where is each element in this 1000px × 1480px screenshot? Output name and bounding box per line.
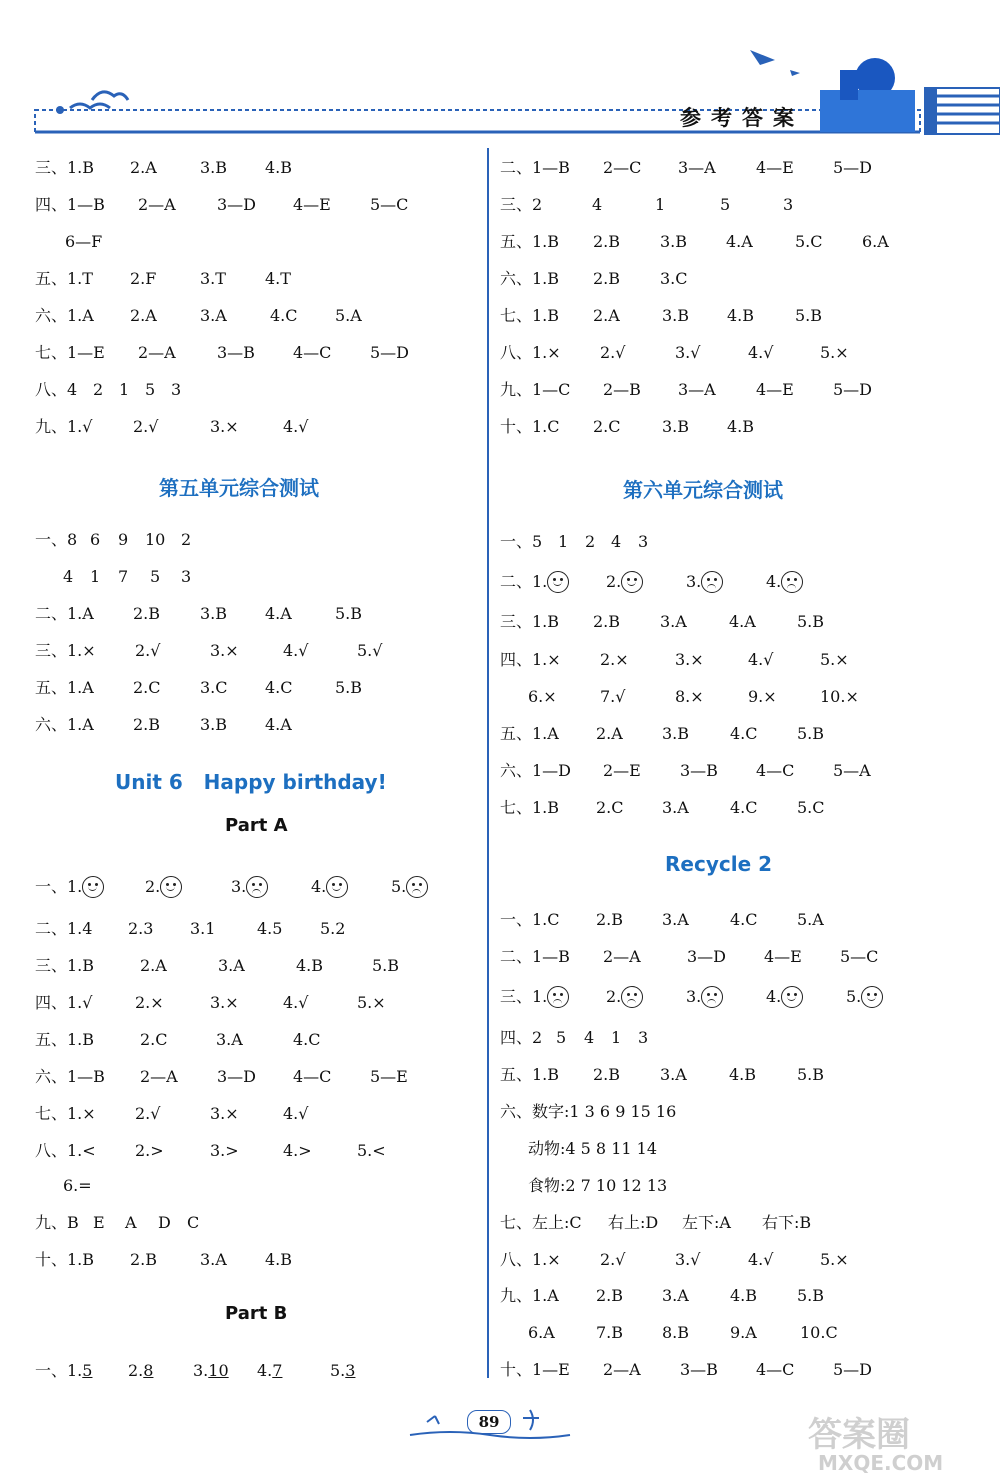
answer-item: 3 — [638, 1028, 649, 1047]
answer-item: 3 — [783, 195, 794, 214]
answer-item: 2. — [606, 572, 622, 591]
answer-item: 食物:2 7 10 12 13 — [528, 1176, 668, 1195]
answer-item: 六、1—D — [500, 761, 572, 780]
pinwheel-icon — [523, 1410, 539, 1430]
answer-item: 4.5 — [257, 919, 283, 938]
answer-item: 二、1—B — [500, 158, 570, 177]
answer-item: 5.2 — [320, 919, 346, 938]
answer-item: 4.√ — [283, 417, 309, 436]
answer-item: 5.B — [335, 604, 363, 623]
answer-item: 3.A — [660, 1065, 687, 1084]
answer-item: 5—D — [833, 158, 873, 177]
answer-item: 5 — [82, 1361, 93, 1380]
answer-item: 3.A — [200, 1250, 227, 1269]
answer-item: 二、1.4 — [35, 919, 93, 938]
answer-item: 2.F — [130, 269, 157, 288]
answer-item: 4.C — [265, 678, 293, 697]
answer-item: 二、1.A — [35, 604, 94, 623]
answer-item: 8 — [143, 1361, 154, 1380]
answer-item: 2—A — [603, 1360, 641, 1379]
answer-item: 十、1.B — [35, 1250, 95, 1269]
answer-item: 9.A — [730, 1323, 757, 1342]
answer-item: 2.B — [130, 1250, 158, 1269]
header-title: 参考答案 — [680, 106, 804, 130]
answer-item: 五、1.B — [35, 1030, 95, 1049]
answer-item: 4.B — [265, 1250, 293, 1269]
answer-item: 4.B — [296, 956, 324, 975]
section-title: Recycle 2 — [665, 852, 773, 876]
answer-item: 5.A — [797, 910, 824, 929]
answer-item: 8.× — [675, 687, 704, 706]
answer-item: 2—A — [138, 195, 176, 214]
answer-item: 2.C — [140, 1030, 168, 1049]
answer-item: 三、1. — [500, 987, 548, 1006]
answer-item: 2 — [93, 380, 104, 399]
answer-item: 4.> — [283, 1141, 312, 1160]
bird-icon — [70, 104, 110, 108]
answer-item: 四、1.√ — [35, 993, 93, 1012]
answer-item: 5.× — [357, 993, 386, 1012]
answer-item: 3 — [638, 532, 649, 551]
answer-item: 7 — [118, 567, 129, 586]
answer-item: 4.√ — [748, 343, 774, 362]
answer-item: 3 — [345, 1361, 356, 1380]
svg-text:答案圈: 答案圈 — [808, 1415, 910, 1455]
answer-item: 5.C — [795, 232, 823, 251]
answer-item: 5—C — [840, 947, 879, 966]
sad-face-icon — [701, 986, 723, 1008]
answer-item: 2—B — [603, 380, 641, 399]
answer-item: 4 — [611, 532, 622, 551]
answer-item: 3.× — [210, 1104, 239, 1123]
answer-item: 5.A — [335, 306, 362, 325]
answer-item: 3—A — [678, 380, 716, 399]
answer-item: 3.× — [210, 993, 239, 1012]
sad-face-icon — [781, 571, 803, 593]
answer-item: 四、2 — [500, 1028, 543, 1047]
answer-item: E — [93, 1213, 105, 1232]
smiley-face-icon — [82, 876, 104, 898]
answer-item: 7.√ — [600, 687, 626, 706]
answer-item: 三、2 — [500, 195, 543, 214]
answer-item: 1 — [611, 1028, 622, 1047]
answer-item: 4.√ — [283, 993, 309, 1012]
smiley-face-icon — [781, 986, 803, 1008]
answer-item: 1 — [558, 532, 569, 551]
page-header — [0, 0, 1000, 150]
answer-item: 九、1.√ — [35, 417, 93, 436]
answer-item: 2.× — [135, 993, 164, 1012]
answer-item: 4.B — [729, 1065, 757, 1084]
answer-item: 5.× — [820, 1250, 849, 1269]
answer-item: 4. — [311, 877, 327, 896]
answer-item: 七、1.B — [500, 306, 560, 325]
answer-item: 3.× — [210, 417, 239, 436]
answer-item: 4.B — [265, 158, 293, 177]
answer-item: 2.B — [593, 1065, 621, 1084]
answer-item: 六、1.B — [500, 269, 560, 288]
answer-item: 八、1.< — [35, 1141, 96, 1160]
answer-item: 6.= — [63, 1176, 92, 1195]
answer-item: 8.B — [662, 1323, 690, 1342]
answer-item: 3—D — [687, 947, 727, 966]
answer-item: 四、1.× — [500, 650, 561, 669]
answer-item: 5.B — [795, 306, 823, 325]
answer-item: 3—B — [680, 761, 718, 780]
answer-item: 2.C — [596, 798, 624, 817]
answer-item: 2. — [145, 877, 161, 896]
section-subtitle: Part B — [225, 1303, 288, 1324]
answer-item: 2.A — [140, 956, 167, 975]
answer-item: 5.× — [820, 650, 849, 669]
answer-item: 二、1—B — [500, 947, 570, 966]
answer-item: 三、1.B — [500, 612, 560, 631]
answer-item: 5—E — [370, 1067, 408, 1086]
answer-item: 4—C — [756, 761, 795, 780]
answer-item: 2.B — [593, 612, 621, 631]
answer-item: 5. — [330, 1361, 346, 1380]
answer-item: 5.√ — [357, 641, 383, 660]
answer-item: 6.A — [862, 232, 889, 251]
answer-item: 3.T — [200, 269, 226, 288]
answer-item: 5.B — [797, 1065, 825, 1084]
answer-item: 右上:D — [608, 1213, 659, 1232]
answer-item: 七、1—E — [35, 343, 105, 362]
answer-item: 6.A — [528, 1323, 555, 1342]
answer-item: 5.< — [357, 1141, 386, 1160]
answer-item: 5 — [150, 567, 161, 586]
section-title: 第六单元综合测试 — [623, 478, 783, 502]
answer-item: 2.C — [593, 417, 621, 436]
answer-item: 1 — [90, 567, 101, 586]
answer-item: 七、1.B — [500, 798, 560, 817]
answer-item: 九、B — [35, 1213, 79, 1232]
answer-item: 4. — [257, 1361, 273, 1380]
answer-item: 3.B — [660, 232, 688, 251]
answer-item: 3.B — [662, 306, 690, 325]
answer-item: 4.A — [265, 715, 292, 734]
answer-item: 3.C — [660, 269, 688, 288]
answer-item: 一、8 — [35, 530, 78, 549]
answer-item: 一、1. — [35, 877, 83, 896]
answer-item: 9 — [118, 530, 129, 549]
answer-item: 七、1.× — [35, 1104, 96, 1123]
answer-item: 2—E — [603, 761, 641, 780]
answer-item: 10.C — [800, 1323, 838, 1342]
answer-item: 2.C — [133, 678, 161, 697]
answer-item: 3—B — [217, 343, 255, 362]
answer-item: 3.1 — [190, 919, 216, 938]
sad-face-icon — [701, 571, 723, 593]
answer-item: 3.B — [200, 604, 228, 623]
answer-item: 3. — [686, 572, 702, 591]
answer-item: 5.C — [797, 798, 825, 817]
answer-item: 3 — [181, 567, 192, 586]
answer-item: 2.√ — [135, 1104, 161, 1123]
answer-item: 4.√ — [748, 650, 774, 669]
answer-item: 9.× — [748, 687, 777, 706]
answer-item: 4.C — [730, 724, 758, 743]
answer-item: 2.× — [600, 650, 629, 669]
svg-text:MXQE.COM: MXQE.COM — [818, 1451, 944, 1473]
answer-item: 四、1—B — [35, 195, 105, 214]
answer-item: 4.B — [730, 1286, 758, 1305]
answer-item: 4—E — [756, 158, 794, 177]
answer-item: 三、1.× — [35, 641, 96, 660]
answer-item: 5. — [391, 877, 407, 896]
answer-item: 2.B — [133, 604, 161, 623]
column-divider — [487, 148, 489, 1378]
answer-item: 2.√ — [135, 641, 161, 660]
answer-item: 1 — [655, 195, 666, 214]
answer-item: 3.A — [216, 1030, 243, 1049]
answer-item: 4—E — [756, 380, 794, 399]
answer-item: 2 — [585, 532, 596, 551]
answer-item: 2—C — [603, 158, 642, 177]
answer-item: 5 — [145, 380, 156, 399]
answer-item: 八、1.× — [500, 1250, 561, 1269]
answer-item: 4.B — [727, 306, 755, 325]
answer-item: 5 — [556, 1028, 567, 1047]
section-subtitle: Part A — [225, 815, 288, 836]
answer-item: 一、5 — [500, 532, 543, 551]
answer-item: 5—A — [833, 761, 871, 780]
answer-item: 4—E — [293, 195, 331, 214]
answer-item: 3.C — [200, 678, 228, 697]
answer-item: 4. — [766, 572, 782, 591]
answer-item: 一、1.C — [500, 910, 560, 929]
answer-item: 六、1—B — [35, 1067, 105, 1086]
answer-item: 3. — [193, 1361, 209, 1380]
answer-item: 二、1. — [500, 572, 548, 591]
answer-item: 3.A — [660, 612, 687, 631]
answer-item: 4—C — [756, 1360, 795, 1379]
answer-item: 六、1.A — [35, 715, 94, 734]
answer-item: 5.B — [797, 1286, 825, 1305]
answer-item: 七、左上:C — [500, 1213, 582, 1232]
answer-item: 5.B — [335, 678, 363, 697]
answer-item: 2.A — [596, 724, 623, 743]
answer-item: 2.3 — [128, 919, 154, 938]
answer-item: 2.B — [596, 1286, 624, 1305]
sad-face-icon — [547, 986, 569, 1008]
bird-icon — [427, 1416, 439, 1424]
answer-item: 2.B — [133, 715, 161, 734]
answer-item: 九、1.A — [500, 1286, 559, 1305]
answer-item: 6 — [90, 530, 101, 549]
answer-item: 动物:4 5 8 11 14 — [528, 1139, 657, 1158]
section-title: Unit 6 Happy birthday! — [115, 770, 387, 794]
answer-item: 3 — [171, 380, 182, 399]
answer-item: 4—E — [764, 947, 802, 966]
answer-item: 3. — [686, 987, 702, 1006]
answer-item: 4 — [592, 195, 603, 214]
answer-item: 4.B — [727, 417, 755, 436]
answer-item: 4.C — [730, 910, 758, 929]
answer-item: 5—D — [833, 1360, 873, 1379]
answer-item: 3.B — [200, 715, 228, 734]
answer-item: 3. — [231, 877, 247, 896]
answer-item: 7 — [272, 1361, 283, 1380]
answer-item: 五、1.A — [500, 724, 559, 743]
answer-item: 4.√ — [748, 1250, 774, 1269]
sad-face-icon — [246, 876, 268, 898]
answer-item: 2.> — [135, 1141, 164, 1160]
answer-item: 5 — [720, 195, 731, 214]
page-number: 89 — [467, 1410, 511, 1434]
answer-item: 3—A — [678, 158, 716, 177]
answer-item: 五、1.T — [35, 269, 93, 288]
answer-item: 5.B — [797, 612, 825, 631]
answer-item: 4.C — [730, 798, 758, 817]
answer-item: 2.√ — [133, 417, 159, 436]
answer-item: 2.√ — [600, 343, 626, 362]
answer-item: 三、1.B — [35, 158, 95, 177]
answer-item: D — [158, 1213, 171, 1232]
answer-item: 5.B — [372, 956, 400, 975]
answer-item: 3.> — [210, 1141, 239, 1160]
answer-item: 六、数字:1 3 6 9 15 16 — [500, 1102, 677, 1121]
answer-item: 2—A — [138, 343, 176, 362]
answer-item: 三、1.B — [35, 956, 95, 975]
answer-item: 八、1.× — [500, 343, 561, 362]
answer-item: 4.T — [265, 269, 291, 288]
answer-item: 左下:A — [682, 1213, 731, 1232]
answer-item: 3.A — [218, 956, 245, 975]
answer-item: 3.A — [200, 306, 227, 325]
answer-item: 2. — [128, 1361, 144, 1380]
answer-item: 4 — [584, 1028, 595, 1047]
answer-item: 5—D — [833, 380, 873, 399]
answer-item: 3.A — [662, 910, 689, 929]
answer-item: 4.C — [293, 1030, 321, 1049]
answer-item: 5.× — [820, 343, 849, 362]
answer-item: 7.B — [596, 1323, 624, 1342]
answer-item: 3.A — [662, 798, 689, 817]
bird-icon — [92, 92, 128, 100]
answer-item: 4.A — [726, 232, 753, 251]
answer-item: 一、1. — [35, 1361, 83, 1380]
answer-item: 10.× — [820, 687, 859, 706]
answer-item: 2.A — [130, 158, 157, 177]
smiley-face-icon — [621, 571, 643, 593]
answer-item: 3—D — [217, 195, 257, 214]
answer-item: 2. — [606, 987, 622, 1006]
answer-item: 2.B — [593, 232, 621, 251]
answer-item: 2.B — [593, 269, 621, 288]
smiley-face-icon — [861, 986, 883, 1008]
answer-item: 4.C — [270, 306, 298, 325]
answer-item: 10 — [145, 530, 166, 549]
answer-item: 五、1.B — [500, 1065, 560, 1084]
answer-item: 4—C — [293, 1067, 332, 1086]
answer-item: C — [187, 1213, 200, 1232]
answer-item: 4.A — [265, 604, 292, 623]
answer-item: 3.A — [662, 1286, 689, 1305]
answer-item: 八、4 — [35, 380, 78, 399]
smiley-face-icon — [160, 876, 182, 898]
answer-item: 10 — [208, 1361, 229, 1380]
answer-item: 3.B — [662, 724, 690, 743]
answer-item: 3.× — [675, 650, 704, 669]
answer-item: 九、1—C — [500, 380, 571, 399]
answer-item: 2 — [181, 530, 192, 549]
answer-item: 5. — [846, 987, 862, 1006]
paper-plane-icon — [750, 50, 775, 65]
header-decoration — [0, 0, 1000, 150]
answer-item: 3.× — [210, 641, 239, 660]
answer-item: 3—D — [217, 1067, 257, 1086]
answer-item: 2.B — [596, 910, 624, 929]
answer-item: 3.B — [200, 158, 228, 177]
answer-item: 1 — [119, 380, 130, 399]
answer-item: 3—B — [680, 1360, 718, 1379]
answer-item: 2.√ — [600, 1250, 626, 1269]
answer-item: 3.√ — [675, 343, 701, 362]
answer-item: 4—C — [293, 343, 332, 362]
answer-item: 4.√ — [283, 1104, 309, 1123]
answer-item: 2—A — [140, 1067, 178, 1086]
answer-item: A — [125, 1213, 137, 1232]
answer-item: 4. — [766, 987, 782, 1006]
sad-face-icon — [406, 876, 428, 898]
answer-item: 五、1.B — [500, 232, 560, 251]
answer-item: 十、1.C — [500, 417, 560, 436]
watermark-logo — [800, 1408, 995, 1473]
answer-item: 6—F — [65, 232, 103, 251]
answer-item: 六、1.A — [35, 306, 94, 325]
smiley-face-icon — [547, 571, 569, 593]
sad-face-icon — [621, 986, 643, 1008]
answer-item: 2.A — [593, 306, 620, 325]
answer-item: 右下:B — [762, 1213, 812, 1232]
answer-item: 3.B — [662, 417, 690, 436]
smiley-face-icon — [326, 876, 348, 898]
answer-item: 五、1.A — [35, 678, 94, 697]
answer-item: 4 — [63, 567, 74, 586]
answer-item: 4.A — [729, 612, 756, 631]
section-title: 第五单元综合测试 — [159, 476, 319, 500]
answer-item: 十、1—E — [500, 1360, 570, 1379]
answer-item: 4.√ — [283, 641, 309, 660]
answer-item: 6.× — [528, 687, 557, 706]
answer-item: 5—C — [370, 195, 409, 214]
answer-item: 3.√ — [675, 1250, 701, 1269]
answer-item: 2.A — [130, 306, 157, 325]
answer-item: 5.B — [797, 724, 825, 743]
answer-item: 2—A — [603, 947, 641, 966]
answer-item: 5—D — [370, 343, 410, 362]
